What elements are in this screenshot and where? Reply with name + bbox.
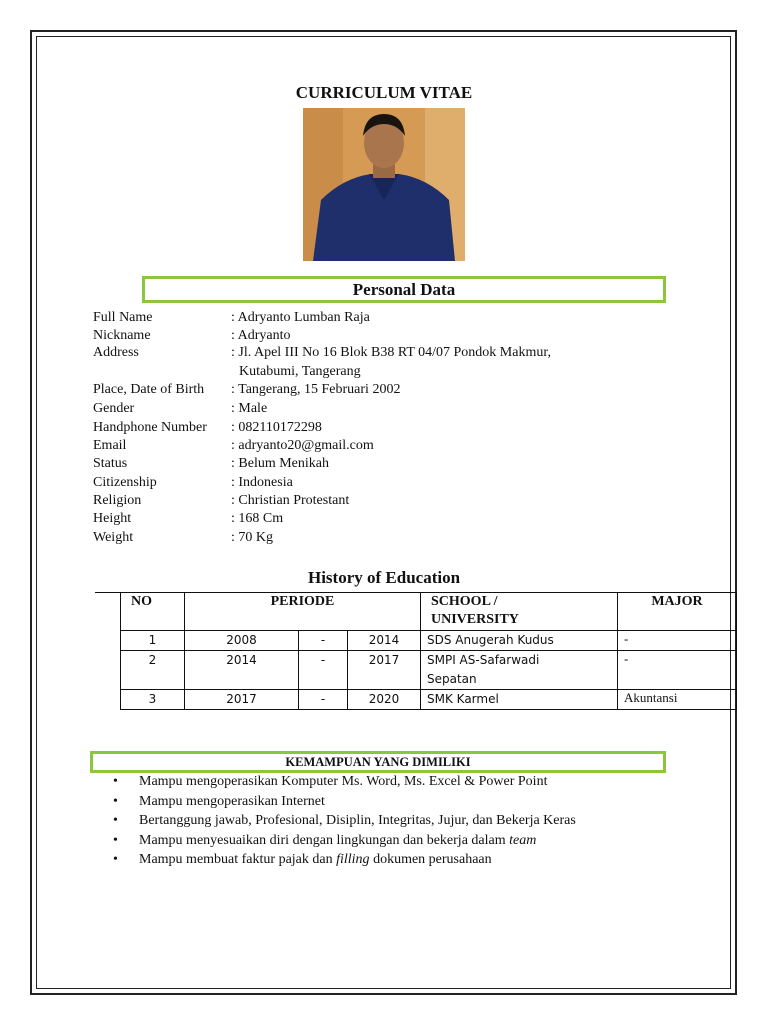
personal-label: Religion [93,493,142,508]
personal-label: Gender [93,401,135,416]
profile-photo [303,108,465,261]
personal-label: Status [93,456,128,471]
table-row [121,690,737,710]
education-heading: History of Education [307,568,461,587]
cell-no: 1 [121,631,185,651]
personal-value: : 082110172298 [231,420,322,435]
list-item [113,831,576,851]
personal-label: Email [93,438,127,453]
col-school-header-line1: SCHOOL / [431,594,498,609]
cell-end-year: 2020 [348,690,421,710]
cell-no: 3 [121,690,185,710]
col-school-header-line2: UNIVERSITY [431,612,519,627]
cell-dash: - [299,651,348,690]
cell-start-year: 2014 [185,651,299,690]
page-title: CURRICULUM VITAE [295,83,473,102]
col-major-header: MAJOR [618,593,737,631]
bullet-icon: • [113,852,118,867]
skill-text: Bertanggung jawab, Profesional, Disiplin, Integritas, Jujur, dan Bekerja Keras [139,813,576,828]
list-item [113,850,576,870]
cell-dash: - [299,631,348,651]
table-row [121,631,737,651]
personal-label: Nickname [93,328,151,343]
personal-value: : Adryanto [231,328,291,343]
cell-major: - [618,651,737,690]
cell-school-line1: SMPI AS-Safarwadi [427,653,540,667]
cell-school-line2: Sepatan [427,672,477,686]
personal-value: : Adryanto Lumban Raja [231,310,370,325]
personal-value: : Jl. Apel III No 16 Blok B38 RT 04/07 Pondok Makmur, [231,345,551,360]
table-row [121,651,737,690]
personal-label: Weight [93,530,134,545]
personal-label: Citizenship [93,475,157,490]
cell-start-year: 2008 [185,631,299,651]
col-no-header: NO [121,593,185,631]
personal-label: Address [93,345,139,360]
table-header-row [121,593,737,631]
cell-school: SMK Karmel [421,690,618,710]
personal-value: : adryanto20@gmail.com [231,438,374,453]
personal-value: : 70 Kg [231,530,273,545]
personal-data-heading: Personal Data [142,276,666,303]
personal-value: : Belum Menikah [231,456,329,471]
bullet-icon: • [113,793,118,809]
cell-start-year: 2017 [185,690,299,710]
col-school-header [421,593,618,631]
personal-value: : 168 Cm [231,511,284,526]
list-item [113,792,576,812]
skill-text: Mampu menyesuaikan diri dengan lingkungan dan bekerja dalam [139,832,510,848]
education-table [120,592,737,710]
skills-heading: KEMAMPUAN YANG DIMILIKI [90,751,666,773]
personal-value: : Male [231,401,268,416]
cell-school [421,651,618,690]
bullet-icon: • [113,813,118,828]
skill-text-italic: filling [336,852,370,867]
cell-end-year: 2017 [348,651,421,690]
personal-label: Place, Date of Birth [93,382,205,397]
cell-dash: - [299,690,348,710]
personal-value: Kutabumi, Tangerang [239,364,361,379]
skills-list [113,772,576,870]
personal-value: : Christian Protestant [231,493,350,508]
personal-value: : Tangerang, 15 Februari 2002 [231,382,401,397]
cell-school: SDS Anugerah Kudus [421,631,618,651]
cell-no: 2 [121,651,185,690]
col-periode-header: PERIODE [185,593,421,631]
cell-major: Akuntansi [618,690,737,710]
skill-text-italic: team [509,832,537,848]
list-item [113,811,576,831]
bullet-icon: • [113,832,118,848]
personal-label: Full Name [93,310,153,325]
skill-text-after: dokumen perusahaan [369,852,492,867]
bullet-icon: • [113,774,118,789]
cell-end-year: 2014 [348,631,421,651]
personal-label: Handphone Number [93,420,207,435]
skill-text: Mampu membuat faktur pajak dan [139,852,337,867]
skill-text: Mampu mengoperasikan Internet [139,793,325,809]
personal-value: : Indonesia [231,475,293,490]
cell-major: - [618,631,737,651]
skill-text: Mampu mengoperasikan Komputer Ms. Word, Ms. Excel & Power Point [139,774,548,789]
list-item [113,772,576,792]
table-divider [95,592,121,593]
personal-label: Height [93,511,132,526]
